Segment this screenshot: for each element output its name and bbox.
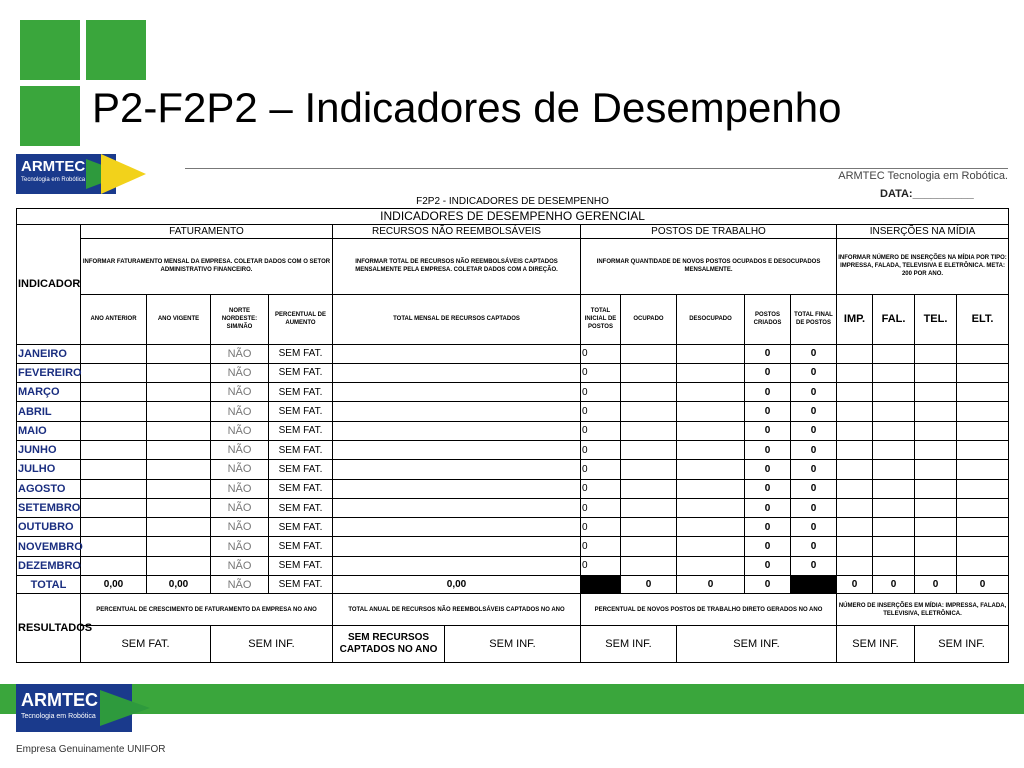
- cell-ano-anterior[interactable]: [81, 402, 147, 421]
- indicador-header: INDICADOR: [17, 224, 81, 344]
- res-rec-desc: TOTAL ANUAL DE RECURSOS NÃO REEMBOLSÁVEIS CAPTADOS NO ANO: [333, 594, 581, 626]
- cell-total-mensal[interactable]: [333, 344, 581, 363]
- cell-fal[interactable]: [873, 518, 915, 537]
- cell-desocupado[interactable]: [677, 383, 745, 402]
- cell-ano-anterior[interactable]: [81, 421, 147, 440]
- cell-norte-nordeste[interactable]: NÃO: [211, 421, 269, 440]
- cell-total-final[interactable]: 0: [791, 460, 837, 479]
- total-label: TOTAL: [17, 576, 81, 594]
- cell-total-mensal[interactable]: [333, 440, 581, 459]
- table-row: [17, 518, 1009, 537]
- cell-ano-vigente[interactable]: [147, 402, 211, 421]
- cell-ocupado[interactable]: [621, 479, 677, 498]
- col-ano-anterior: ANO ANTERIOR: [81, 294, 147, 344]
- table-row: [17, 383, 1009, 402]
- cell-ano-anterior[interactable]: [81, 518, 147, 537]
- cell-desocupado[interactable]: [677, 363, 745, 382]
- decor-square-top-right: [86, 20, 146, 80]
- cell-total-inicial[interactable]: 0: [581, 440, 621, 459]
- res-fat-desc: PERCENTUAL DE CRESCIMENTO DE FATURAMENTO DA EMPRESA NO ANO: [81, 594, 333, 626]
- cell-postos-criados[interactable]: 0: [745, 344, 791, 363]
- cell-ano-vigente[interactable]: [147, 460, 211, 479]
- armtec-logo: [16, 154, 146, 194]
- res-fat-val2[interactable]: SEM INF.: [211, 626, 333, 663]
- cell-fal[interactable]: [873, 479, 915, 498]
- cell-ocupado[interactable]: [621, 460, 677, 479]
- cell-total-inicial[interactable]: 0: [581, 421, 621, 440]
- cell-imp[interactable]: [837, 383, 873, 402]
- cell-elt[interactable]: [957, 402, 1009, 421]
- cell-elt[interactable]: [957, 383, 1009, 402]
- cell-percentual[interactable]: SEM FAT.: [269, 498, 333, 517]
- cell-percentual[interactable]: SEM FAT.: [269, 460, 333, 479]
- cell-total-final[interactable]: 0: [791, 402, 837, 421]
- cell-fal[interactable]: [873, 402, 915, 421]
- cell-postos-criados[interactable]: 0: [745, 537, 791, 556]
- table-row: [17, 460, 1009, 479]
- cell-ano-anterior[interactable]: [81, 479, 147, 498]
- cell-desocupado[interactable]: [677, 479, 745, 498]
- cell-norte-nordeste[interactable]: NÃO: [211, 363, 269, 382]
- cell-tel[interactable]: [915, 421, 957, 440]
- cell-percentual[interactable]: SEM FAT.: [269, 440, 333, 459]
- group-insercoes: INSERÇÕES NA MÍDIA: [837, 224, 1009, 238]
- cell-percentual[interactable]: SEM FAT.: [269, 479, 333, 498]
- decor-square-top-left: [20, 20, 80, 80]
- cell-desocupado[interactable]: [677, 440, 745, 459]
- footer-tagline: Empresa Genuinamente UNIFOR: [16, 744, 166, 755]
- cell-imp[interactable]: [837, 556, 873, 575]
- cell-percentual[interactable]: SEM FAT.: [269, 383, 333, 402]
- cell-fal[interactable]: [873, 537, 915, 556]
- cell-tel[interactable]: [915, 363, 957, 382]
- cell-ano-anterior[interactable]: [81, 556, 147, 575]
- col-total-inicial: TOTAL INICIAL DE POSTOS: [581, 294, 621, 344]
- res-fat-val1[interactable]: SEM FAT.: [81, 626, 211, 663]
- cell-elt[interactable]: [957, 498, 1009, 517]
- cell-norte-nordeste[interactable]: NÃO: [211, 479, 269, 498]
- month-label: JUNHO: [17, 440, 81, 459]
- total-elt[interactable]: 0: [957, 576, 1009, 594]
- cell-tel[interactable]: [915, 498, 957, 517]
- cell-tel[interactable]: [915, 440, 957, 459]
- cell-ocupado[interactable]: [621, 344, 677, 363]
- cell-tel[interactable]: [915, 556, 957, 575]
- cell-ano-anterior[interactable]: [81, 460, 147, 479]
- cell-elt[interactable]: [957, 518, 1009, 537]
- cell-postos-criados[interactable]: 0: [745, 363, 791, 382]
- cell-postos-criados[interactable]: 0: [745, 402, 791, 421]
- cell-total-mensal[interactable]: [333, 518, 581, 537]
- cell-norte-nordeste[interactable]: NÃO: [211, 537, 269, 556]
- table-row: [17, 402, 1009, 421]
- cell-tel[interactable]: [915, 402, 957, 421]
- cell-ocupado[interactable]: [621, 556, 677, 575]
- month-label: DEZEMBRO: [17, 556, 81, 575]
- cell-imp[interactable]: [837, 402, 873, 421]
- cell-ano-anterior[interactable]: [81, 537, 147, 556]
- cell-elt[interactable]: [957, 363, 1009, 382]
- cell-tel[interactable]: [915, 460, 957, 479]
- cell-norte-nordeste[interactable]: NÃO: [211, 518, 269, 537]
- cell-ocupado[interactable]: [621, 498, 677, 517]
- cell-total-inicial[interactable]: 0: [581, 383, 621, 402]
- res-ins-val1[interactable]: SEM INF.: [837, 626, 915, 663]
- table-row: [17, 479, 1009, 498]
- cell-desocupado[interactable]: [677, 518, 745, 537]
- res-postos-val1[interactable]: SEM INF.: [581, 626, 677, 663]
- cell-tel[interactable]: [915, 518, 957, 537]
- table-row: [17, 344, 1009, 363]
- table-row: [17, 537, 1009, 556]
- cell-total-inicial[interactable]: 0: [581, 498, 621, 517]
- cell-postos-criados[interactable]: 0: [745, 498, 791, 517]
- cell-ano-vigente[interactable]: [147, 383, 211, 402]
- cell-elt[interactable]: [957, 421, 1009, 440]
- cell-total-inicial[interactable]: 0: [581, 556, 621, 575]
- cell-desocupado[interactable]: [677, 460, 745, 479]
- cell-imp[interactable]: [837, 498, 873, 517]
- cell-postos-criados[interactable]: 0: [745, 440, 791, 459]
- cell-total-final[interactable]: 0: [791, 421, 837, 440]
- cell-total-mensal[interactable]: [333, 537, 581, 556]
- table-row: [17, 440, 1009, 459]
- cell-tel[interactable]: [915, 479, 957, 498]
- cell-ano-anterior[interactable]: [81, 363, 147, 382]
- total-imp[interactable]: 0: [837, 576, 873, 594]
- cell-tel[interactable]: [915, 344, 957, 363]
- total-ano-vigente[interactable]: 0,00: [147, 576, 211, 594]
- footer-logo-name: ARMTEC: [21, 690, 98, 710]
- res-ins-desc: NÚMERO DE INSERÇÕES EM MÍDIA: IMPRESSA, FALADA, TELEVISIVA, ELETRÔNICA.: [837, 594, 1009, 626]
- group-postos: POSTOS DE TRABALHO: [581, 224, 837, 238]
- cell-total-inicial[interactable]: 0: [581, 363, 621, 382]
- cell-total-final[interactable]: 0: [791, 537, 837, 556]
- month-label: AGOSTO: [17, 479, 81, 498]
- cell-percentual[interactable]: SEM FAT.: [269, 363, 333, 382]
- res-rec-val1[interactable]: SEM RECURSOS CAPTADOS NO ANO: [333, 626, 445, 662]
- cell-tel[interactable]: [915, 537, 957, 556]
- cell-ano-vigente[interactable]: [147, 498, 211, 517]
- cell-total-mensal[interactable]: [333, 383, 581, 402]
- cell-norte-nordeste[interactable]: NÃO: [211, 440, 269, 459]
- total-criados[interactable]: 0: [745, 576, 791, 594]
- cell-norte-nordeste[interactable]: NÃO: [211, 556, 269, 575]
- cell-ocupado[interactable]: [621, 537, 677, 556]
- cell-fal[interactable]: [873, 556, 915, 575]
- cell-fal[interactable]: [873, 498, 915, 517]
- cell-fal[interactable]: [873, 421, 915, 440]
- month-label: JULHO: [17, 460, 81, 479]
- cell-postos-criados[interactable]: 0: [745, 421, 791, 440]
- cell-ano-anterior[interactable]: [81, 498, 147, 517]
- cell-ocupado[interactable]: [621, 383, 677, 402]
- instr-insercoes: INFORMAR NÚMERO DE INSERÇÕES NA MÍDIA POR TIPO: IMPRESSA, FALADA, TELEVISIVA E ELETRÔNICA. META: 200 POR ANO.: [837, 238, 1009, 294]
- cell-total-final[interactable]: 0: [791, 383, 837, 402]
- logo-name: ARMTEC: [21, 158, 86, 175]
- cell-percentual[interactable]: SEM FAT.: [269, 556, 333, 575]
- res-rec-val2[interactable]: SEM INF.: [489, 638, 536, 651]
- footer-logo: [16, 684, 166, 732]
- cell-norte-nordeste[interactable]: NÃO: [211, 344, 269, 363]
- col-norte-nordeste: NORTE NORDESTE: SIM/NÃO: [211, 294, 269, 344]
- cell-percentual[interactable]: SEM FAT.: [269, 518, 333, 537]
- cell-ocupado[interactable]: [621, 440, 677, 459]
- cell-elt[interactable]: [957, 537, 1009, 556]
- month-label: FEVEREIRO: [17, 363, 81, 382]
- logo-sub: Tecnologia em Robótica: [21, 177, 86, 183]
- cell-ano-vigente[interactable]: [147, 537, 211, 556]
- cell-ano-anterior[interactable]: [81, 440, 147, 459]
- indicators-table: [16, 196, 1009, 663]
- cell-total-mensal[interactable]: [333, 479, 581, 498]
- col-ocupado: OCUPADO: [621, 294, 677, 344]
- cell-desocupado[interactable]: [677, 421, 745, 440]
- cell-total-mensal[interactable]: [333, 421, 581, 440]
- total-tel[interactable]: 0: [915, 576, 957, 594]
- cell-elt[interactable]: [957, 479, 1009, 498]
- form-title: F2P2 - INDICADORES DE DESEMPENHO: [416, 196, 609, 208]
- total-ano-anterior[interactable]: 0,00: [81, 576, 147, 594]
- table-row: [17, 363, 1009, 382]
- month-label: OUTUBRO: [17, 518, 81, 537]
- cell-total-final[interactable]: 0: [791, 344, 837, 363]
- res-postos-desc: PERCENTUAL DE NOVOS POSTOS DE TRABALHO DIRETO GERADOS NO ANO: [581, 594, 837, 626]
- cell-total-final[interactable]: 0: [791, 518, 837, 537]
- footer-logo-sub: Tecnologia em Robótica: [21, 713, 96, 720]
- cell-total-final[interactable]: 0: [791, 479, 837, 498]
- col-postos-criados: POSTOS CRIADOS: [745, 294, 791, 344]
- cell-total-final[interactable]: 0: [791, 363, 837, 382]
- cell-ano-vigente[interactable]: [147, 440, 211, 459]
- cell-imp[interactable]: [837, 518, 873, 537]
- cell-desocupado[interactable]: [677, 344, 745, 363]
- cell-ocupado[interactable]: [621, 421, 677, 440]
- cell-fal[interactable]: [873, 344, 915, 363]
- month-label: JANEIRO: [17, 344, 81, 363]
- cell-postos-criados[interactable]: 0: [745, 479, 791, 498]
- cell-postos-criados[interactable]: 0: [745, 518, 791, 537]
- cell-elt[interactable]: [957, 344, 1009, 363]
- cell-total-final[interactable]: 0: [791, 440, 837, 459]
- total-recursos[interactable]: 0,00: [333, 576, 581, 594]
- cell-fal[interactable]: [873, 383, 915, 402]
- res-ins-val2[interactable]: SEM INF.: [915, 626, 1009, 663]
- cell-desocupado[interactable]: [677, 537, 745, 556]
- cell-percentual[interactable]: SEM FAT.: [269, 344, 333, 363]
- col-desocupado: DESOCUPADO: [677, 294, 745, 344]
- cell-imp[interactable]: [837, 344, 873, 363]
- res-postos-val2[interactable]: SEM INF.: [677, 626, 837, 663]
- date-field: DATA:__________: [880, 188, 974, 200]
- cell-imp[interactable]: [837, 479, 873, 498]
- cell-total-inicial[interactable]: 0: [581, 537, 621, 556]
- cell-total-inicial[interactable]: 0: [581, 344, 621, 363]
- total-percentual[interactable]: SEM FAT.: [269, 576, 333, 594]
- table-row: [17, 421, 1009, 440]
- instr-faturamento: INFORMAR FATURAMENTO MENSAL DA EMPRESA. COLETAR DADOS COM O SETOR ADMINISTRATIVO FINANCEIRO.: [81, 238, 333, 294]
- total-final-blank: [791, 576, 837, 594]
- cell-fal[interactable]: [873, 440, 915, 459]
- resultados-label: RESULTADOS: [17, 594, 81, 663]
- cell-ano-vigente[interactable]: [147, 518, 211, 537]
- cell-total-inicial[interactable]: 0: [581, 518, 621, 537]
- cell-ano-vigente[interactable]: [147, 556, 211, 575]
- cell-postos-criados[interactable]: 0: [745, 460, 791, 479]
- cell-ano-vigente[interactable]: [147, 363, 211, 382]
- cell-ano-anterior[interactable]: [81, 344, 147, 363]
- cell-elt[interactable]: [957, 440, 1009, 459]
- cell-imp[interactable]: [837, 363, 873, 382]
- month-label: MARÇO: [17, 383, 81, 402]
- cell-total-inicial[interactable]: 0: [581, 402, 621, 421]
- cell-total-mensal[interactable]: [333, 556, 581, 575]
- cell-imp[interactable]: [837, 421, 873, 440]
- cell-imp[interactable]: [837, 537, 873, 556]
- table-row: [17, 498, 1009, 517]
- cell-norte-nordeste[interactable]: NÃO: [211, 383, 269, 402]
- total-ocupado[interactable]: 0: [621, 576, 677, 594]
- month-label: SETEMBRO: [17, 498, 81, 517]
- cell-total-inicial[interactable]: 0: [581, 460, 621, 479]
- col-ano-vigente: ANO VIGENTE: [147, 294, 211, 344]
- cell-elt[interactable]: [957, 556, 1009, 575]
- col-imp: IMP.: [837, 294, 873, 344]
- cell-norte-nordeste[interactable]: NÃO: [211, 498, 269, 517]
- form-subtitle: INDICADORES DE DESEMPENHO GERENCIAL: [17, 208, 1009, 224]
- cell-total-mensal[interactable]: [333, 498, 581, 517]
- table-row: [17, 556, 1009, 575]
- header-divider: [185, 168, 1008, 169]
- cell-ano-vigente[interactable]: [147, 421, 211, 440]
- cell-desocupado[interactable]: [677, 498, 745, 517]
- cell-ano-anterior[interactable]: [81, 383, 147, 402]
- cell-elt[interactable]: [957, 460, 1009, 479]
- col-total-mensal: TOTAL MENSAL DE RECURSOS CAPTADOS: [333, 294, 581, 344]
- decor-square-bottom-left: [20, 86, 80, 146]
- cell-percentual[interactable]: SEM FAT.: [269, 537, 333, 556]
- cell-norte-nordeste[interactable]: NÃO: [211, 460, 269, 479]
- cell-tel[interactable]: [915, 383, 957, 402]
- month-label: MAIO: [17, 421, 81, 440]
- cell-desocupado[interactable]: [677, 402, 745, 421]
- total-inicial-blank: [581, 576, 621, 594]
- cell-total-final[interactable]: 0: [791, 498, 837, 517]
- indicators-sheet: [16, 196, 1008, 663]
- cell-total-final[interactable]: 0: [791, 556, 837, 575]
- cell-imp[interactable]: [837, 440, 873, 459]
- col-total-final: TOTAL FINAL DE POSTOS: [791, 294, 837, 344]
- cell-ocupado[interactable]: [621, 518, 677, 537]
- group-faturamento: FATURAMENTO: [81, 224, 333, 238]
- cell-total-mensal[interactable]: [333, 363, 581, 382]
- col-fal: FAL.: [873, 294, 915, 344]
- month-label: NOVEMBRO: [17, 537, 81, 556]
- col-elt: ELT.: [957, 294, 1009, 344]
- instr-recursos: INFORMAR TOTAL DE RECURSOS NÃO REEMBOLSÁVEIS CAPTADOS MENSALMENTE PELA EMPRESA. COLETAR DADOS COM A DIREÇÃO.: [333, 238, 581, 294]
- cell-postos-criados[interactable]: 0: [745, 556, 791, 575]
- cell-total-mensal[interactable]: [333, 460, 581, 479]
- col-percentual: PERCENTUAL DE AUMENTO: [269, 294, 333, 344]
- cell-norte-nordeste[interactable]: NÃO: [211, 402, 269, 421]
- cell-percentual[interactable]: SEM FAT.: [269, 421, 333, 440]
- cell-ano-vigente[interactable]: [147, 344, 211, 363]
- total-desocupado[interactable]: 0: [677, 576, 745, 594]
- cell-fal[interactable]: [873, 460, 915, 479]
- cell-total-inicial[interactable]: 0: [581, 479, 621, 498]
- company-name: ARMTEC Tecnologia em Robótica.: [838, 170, 1008, 182]
- cell-ocupado[interactable]: [621, 402, 677, 421]
- total-fal[interactable]: 0: [873, 576, 915, 594]
- cell-percentual[interactable]: SEM FAT.: [269, 402, 333, 421]
- cell-total-mensal[interactable]: [333, 402, 581, 421]
- cell-imp[interactable]: [837, 460, 873, 479]
- group-recursos: RECURSOS NÃO REEMBOLSÁVEIS: [333, 224, 581, 238]
- slide-title: P2-F2P2 – Indicadores de Desempenho: [92, 84, 842, 131]
- col-tel: TEL.: [915, 294, 957, 344]
- cell-fal[interactable]: [873, 363, 915, 382]
- month-label: ABRIL: [17, 402, 81, 421]
- cell-ocupado[interactable]: [621, 363, 677, 382]
- cell-desocupado[interactable]: [677, 556, 745, 575]
- cell-postos-criados[interactable]: 0: [745, 383, 791, 402]
- total-norte-nordeste[interactable]: NÃO: [211, 576, 269, 594]
- cell-ano-vigente[interactable]: [147, 479, 211, 498]
- instr-postos: INFORMAR QUANTIDADE DE NOVOS POSTOS OCUPADOS E DESOCUPADOS MENSALMENTE.: [581, 238, 837, 294]
